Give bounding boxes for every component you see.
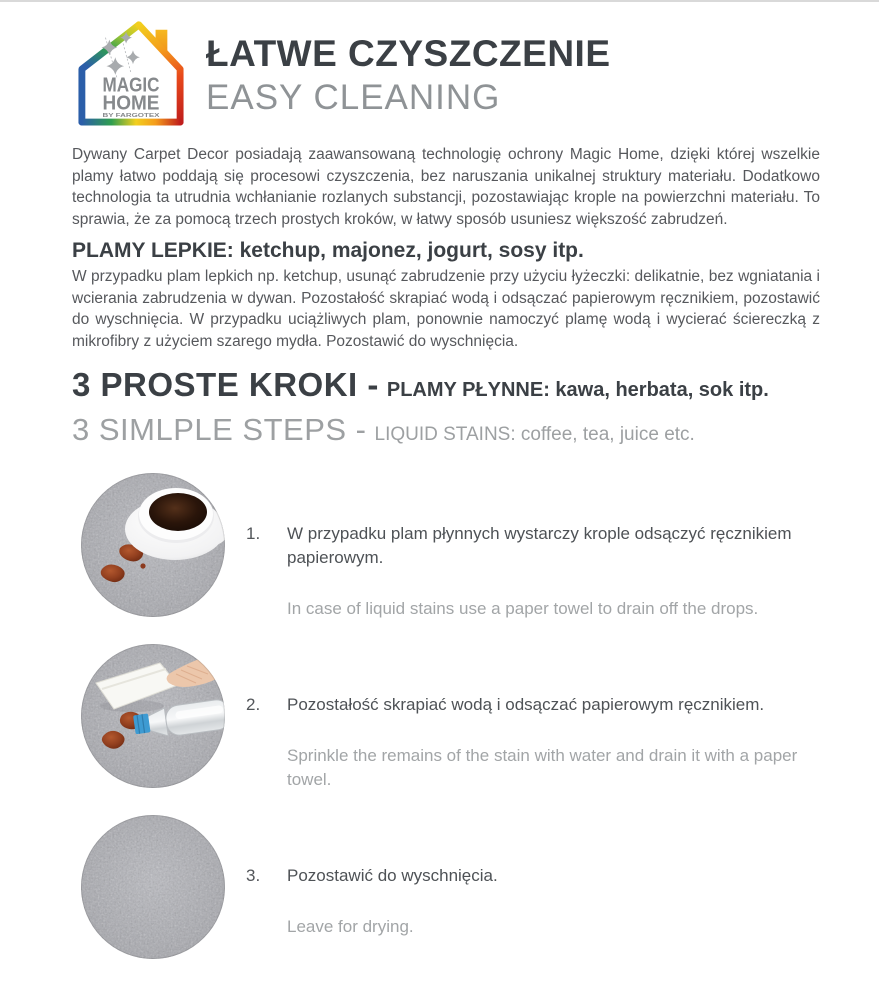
logo-word-magic: MAGIC [102,73,160,97]
step-number: 2. [246,695,261,714]
step-text-pl: Pozostałość skrapiać wodą i odsączać papierowym ręcznikiem. [287,695,765,714]
step-texts [287,643,820,792]
step-row-3 [72,814,820,960]
title-block [206,18,611,117]
step-text-en: Sprinkle the remains of the stain with water and drain it with a paper towel. [287,746,798,789]
coffee [149,493,207,531]
stain-drop [140,563,145,568]
page-title-en: EASY CLEANING [206,78,501,117]
step-texts [287,814,820,939]
magic-home-logo [72,18,190,128]
magic-home-house-icon [72,18,190,128]
step-number: 1. [246,524,261,543]
steps-title-pl-sub: PLAMY PŁYNNE: kawa, herbata, sok itp. [386,379,769,401]
step-number: 3. [246,866,261,885]
step-1-photo-coffee-spill [80,472,226,618]
steps-list [72,472,820,960]
steps-title-pl-main: 3 PROSTE KROKI - [72,366,379,403]
step-texts [287,472,820,621]
steps-title-en [72,413,820,452]
step-row-1 [72,472,820,621]
step-text-pl: Pozostawić do wyschnięcia. [287,866,498,885]
step-text-en: Leave for drying. [287,917,414,936]
steps-title-en-main: 3 SIMLPLE STEPS - [72,412,367,447]
step-row-2 [72,643,820,792]
header [72,18,820,130]
page-title-pl: ŁATWE CZYSZCZENIE [206,33,611,74]
steps-title-pl [72,366,820,409]
logo-word-home: HOME [102,91,160,115]
step-text-pl: W przypadku plam płynnych wystarczy krople odsączyć ręcznikiem papierowym. [287,524,792,567]
logo-tagline: BY FARGOTEX [102,113,160,120]
step-2-photo-bottle-and-towel [80,643,226,789]
steps-title-en-sub: LIQUID STAINS: coffee, tea, juice etc. [374,424,695,445]
step-text-en: In case of liquid stains use a paper towel to drain off the drops. [287,599,759,618]
step-3-photo-clean-carpet [80,814,226,960]
sticky-stains-paragraph: W przypadku plam lepkich np. ketchup, usunąć zabrudzenie przy użyciu łyżeczki: delikatnie, bez wgniatania i wcierania zabrudzenia w dywan. Pozostałość skrapiać wodą i odsączać papierowym ręcznikiem, pozostawić do wyschnięcia. W przypadku uciążliwych plam, ponownie namoczyć plamę wodą i wycierać ściereczką z mikrofibry z użyciem szarego mydła. Pozostawić do wyschnięcia. [72,268,820,350]
sticky-stains-heading: PLAMY LEPKIE: ketchup, majonez, jogurt, sosy itp. [72,239,584,262]
intro-paragraph: Dywany Carpet Decor posiadają zaawansowaną technologię ochrony Magic Home, dzięki której wszelkie plamy łatwo poddają się procesowi czyszczenia, bez naruszania unikalnej struktury materiału. Dodatkowo technologia ta utrudnia wchłanianie rozlanych substancji, pozostawiając krople na powierzchni materiału. To sprawia, że za pomocą trzech prostych kroków, w łatwy sposób usuniesz większość zabrudzeń. [72,146,820,228]
